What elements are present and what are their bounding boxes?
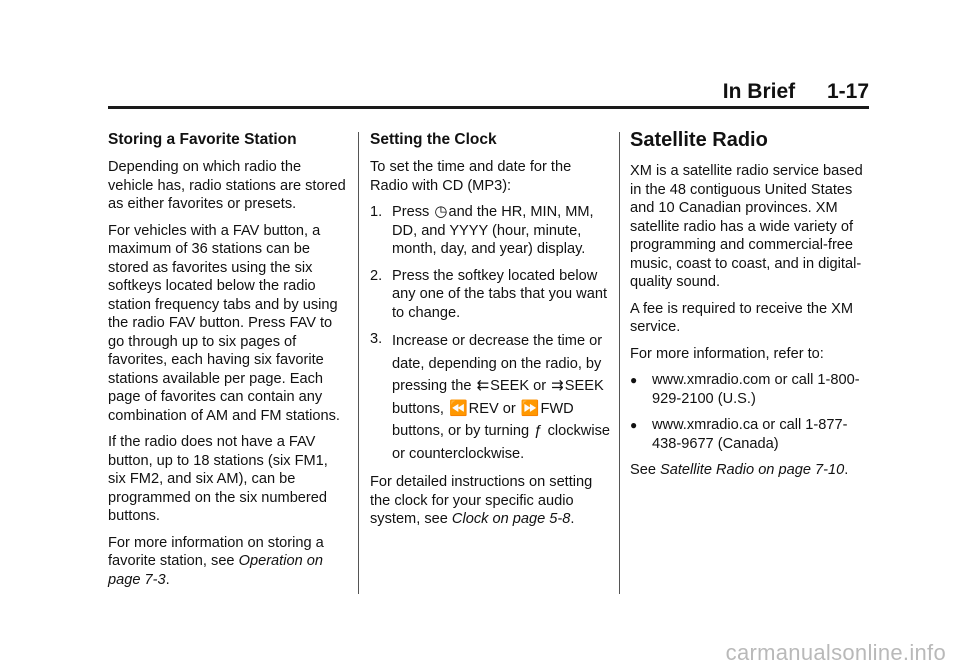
seek-back-icon: ⇇ [476, 377, 490, 394]
tune-knob-icon: ƒ [534, 422, 543, 439]
section-title: In Brief [722, 80, 796, 103]
bullet-icon: ● [630, 418, 638, 432]
rewind-icon: ⏪ [448, 399, 468, 417]
cross-reference-link[interactable]: Satellite Radio on page 7-10 [660, 462, 845, 478]
clock-heading: Setting the Clock [370, 131, 497, 148]
favorite-station-column [108, 130, 348, 597]
paragraph: See Satellite Radio on page 7-10. [630, 462, 849, 478]
paragraph: XM is a satellite radio service based in the 48 contiguous United States and 10 Canadian provinces. XM satellite radio has a wide variety of programming and commercial-free music, coast to coast, and in digital-quality sound. [630, 163, 863, 290]
page-header [723, 80, 869, 104]
paragraph: A fee is required to receive the XM service. [630, 300, 854, 335]
paragraph: For more information, refer to: [630, 345, 824, 362]
paragraph: If the radio does not have a FAV button, up to 18 stations (six FM1, six FM2, and six AM), can be programmed on the six numbered buttons. [108, 434, 328, 524]
page-number: 1-17 [826, 80, 869, 103]
list-item: 3. Increase or decrease the time or date, depending on the radio, by pressing the ⇇SEEK or ⇉SEEK buttons, ⏪REV or ⏩FWD buttons, or by turning ƒ clockwise or counterclockwise. [370, 331, 611, 462]
column-divider [619, 132, 620, 594]
favorite-station-heading: Storing a Favorite Station [108, 131, 297, 148]
satellite-radio-column [630, 130, 870, 488]
bullet-icon: ● [630, 373, 638, 387]
paragraph: For more information on storing a favorite station, see Operation on page 7-3. [108, 534, 324, 588]
paragraph: For detailed instructions on setting the clock for your specific audio system, see Clock on page 5-8. [370, 474, 593, 527]
header-rule [108, 106, 869, 109]
paragraph: To set the time and date for the Radio with CD (MP3): [370, 159, 572, 194]
clock-column [370, 130, 610, 537]
seek-forward-icon: ⇉ [551, 377, 564, 394]
paragraph: Depending on which radio the vehicle has, radio stations are stored as either favorites or presets. [108, 159, 346, 212]
satellite-radio-heading: Satellite Radio [630, 129, 768, 151]
watermark: carmanualsonline.info [725, 640, 946, 665]
list-item: ● www.xmradio.com or call 1-800-929-2100 (U.S.) [630, 372, 860, 407]
list-item: 2. Press the softkey located below any one of the tabs that you want to change. [370, 267, 608, 321]
cross-reference-link[interactable]: Clock on page 5-8 [451, 511, 571, 527]
paragraph: For vehicles with a FAV button, a maximum of 36 stations can be stored as favorites using the six softkeys located below the radio station frequency tabs and by using the radio FAV button. Press FAV to go through up to six pages of favorites, each having six favorite stations available per page. Each page of favorites can contain any combination of AM and FM stations. [108, 222, 340, 424]
list-item: ● www.xmradio.ca or call 1-877-438-9677 (Canada) [630, 417, 848, 452]
cross-reference-link[interactable]: Operation on page 7-3 [108, 553, 323, 588]
fast-forward-icon: ⏩ [520, 399, 540, 417]
list-item: 1. Press ◷and the HR, MIN, MM, DD, and YYYY (hour, minute, month, day, and year) display. [370, 203, 594, 257]
column-divider [358, 132, 359, 594]
clock-icon: ◷ [434, 203, 448, 220]
